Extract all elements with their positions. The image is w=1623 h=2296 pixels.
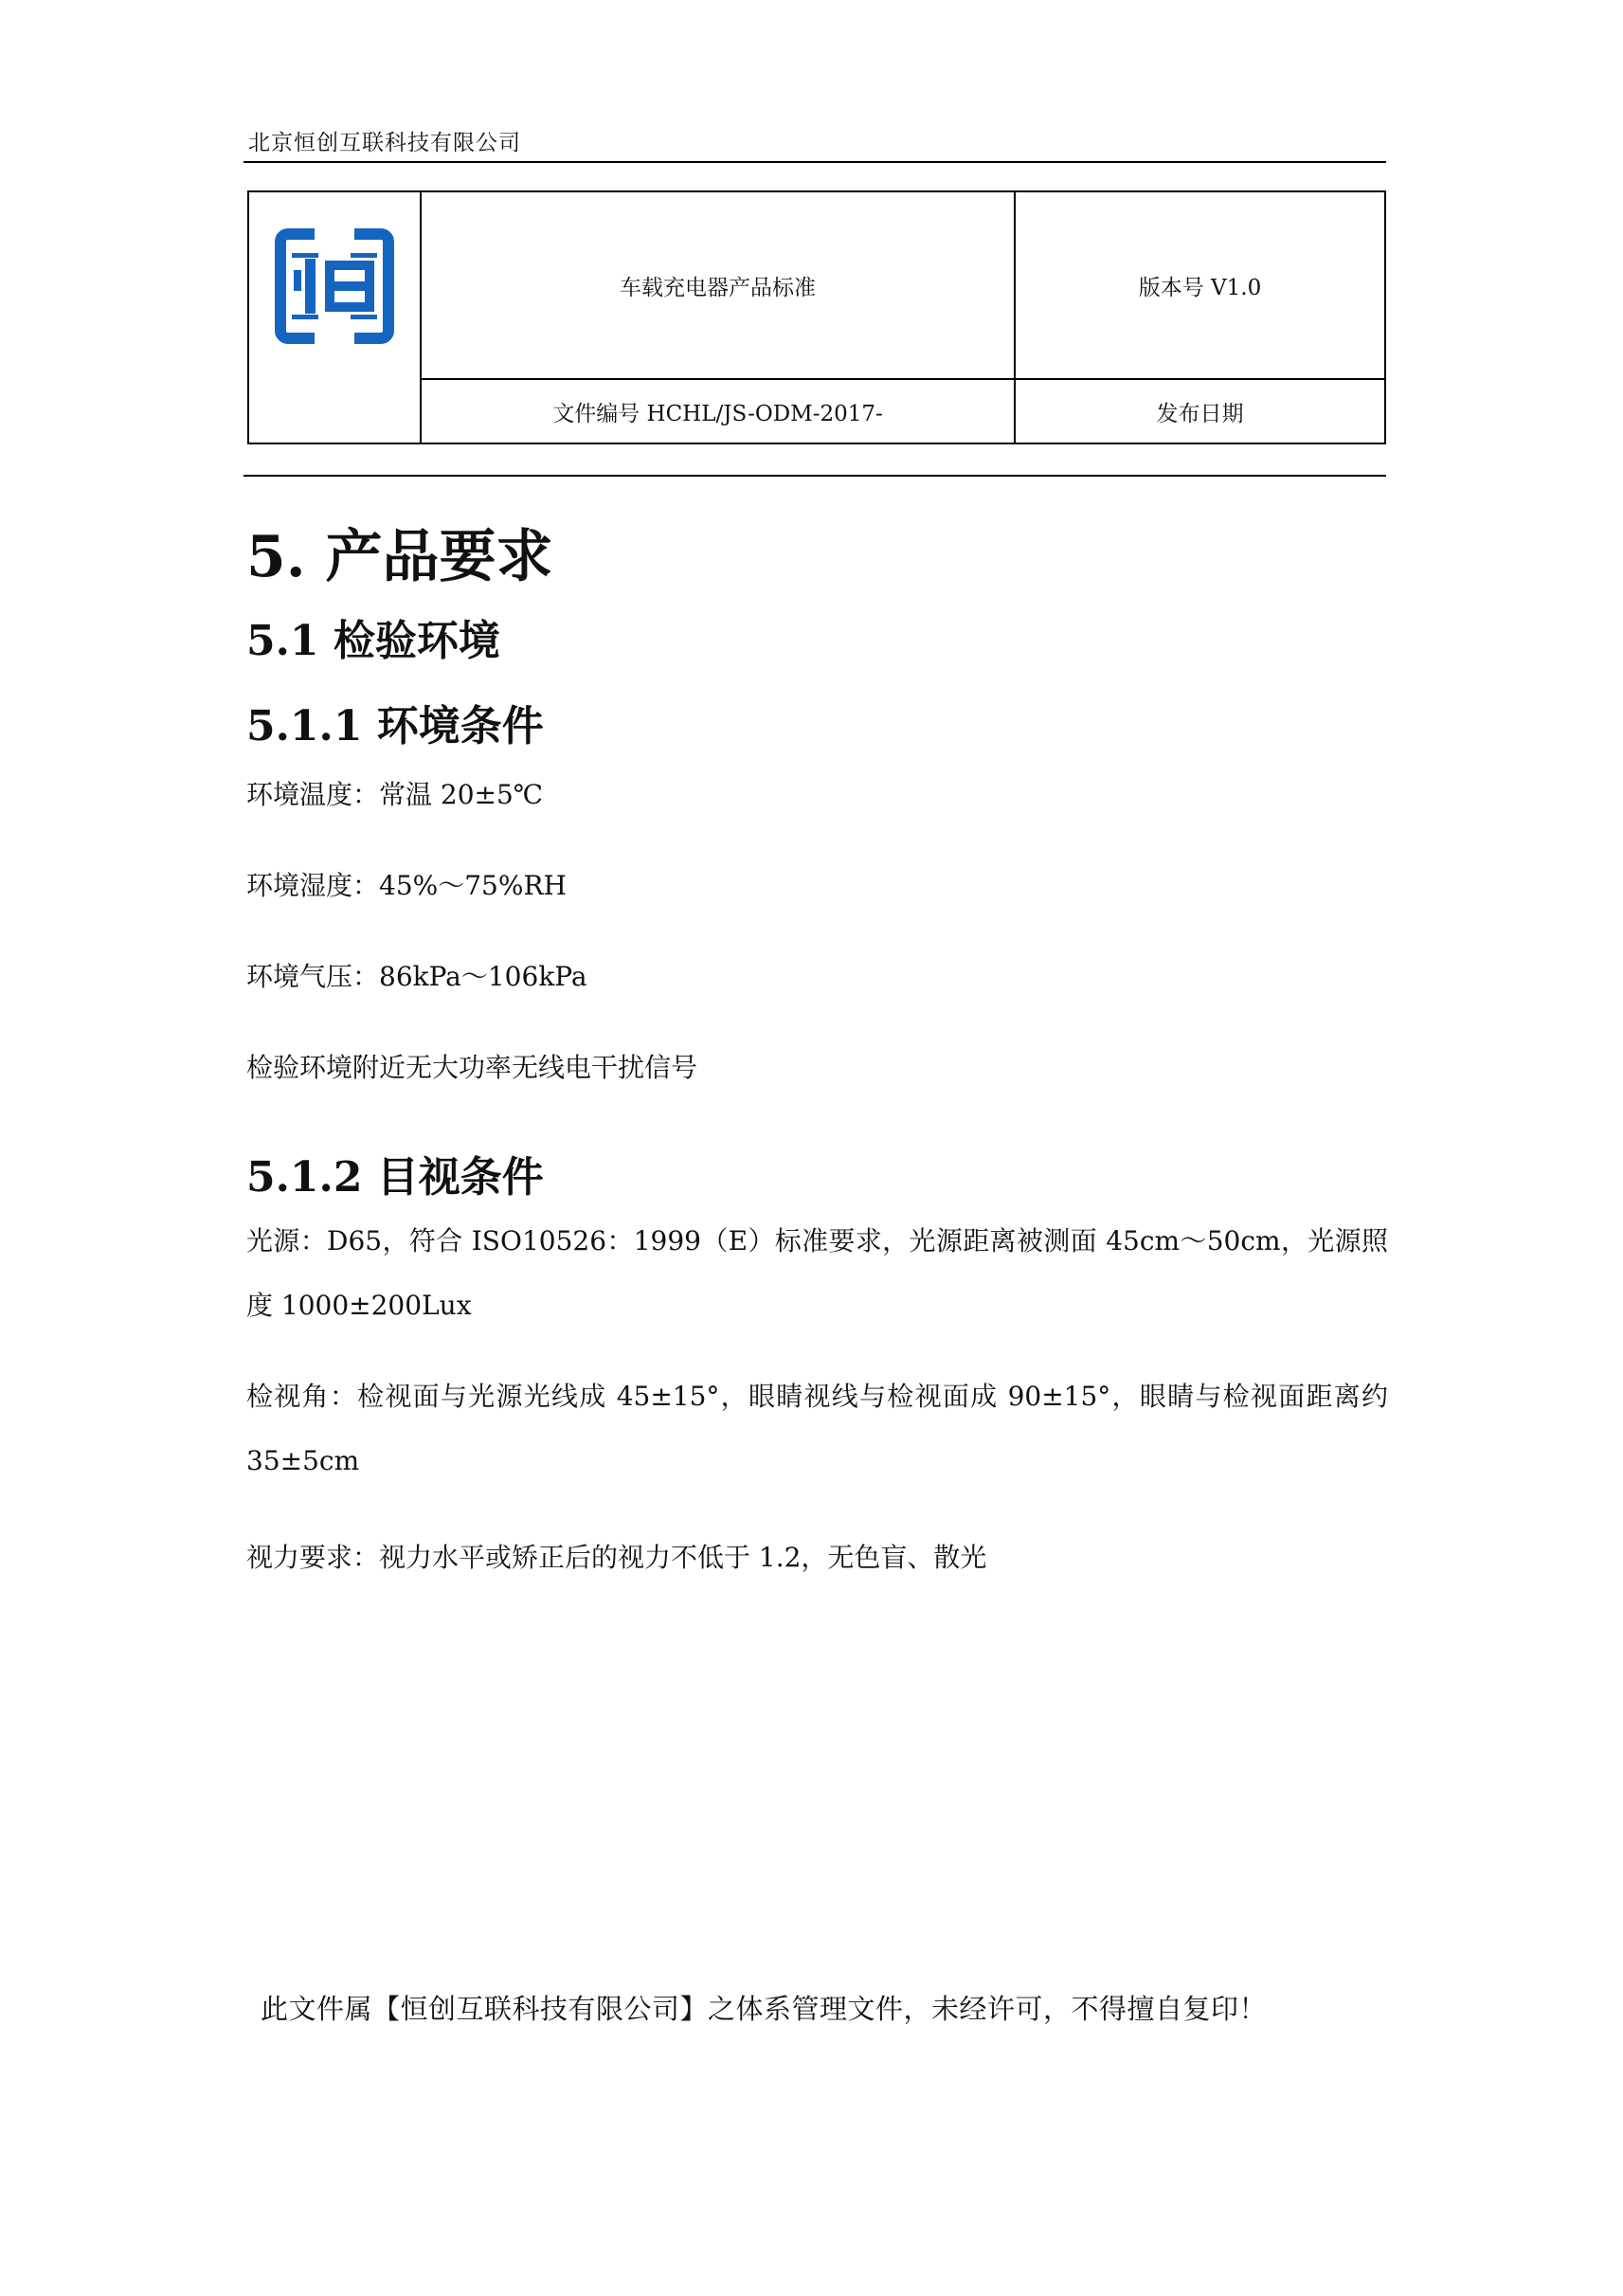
interference-requirement: 检验环境附近无大功率无线电干扰信号 bbox=[246, 1052, 698, 1083]
document-header-table bbox=[247, 190, 1386, 444]
ambient-pressure: 环境气压：86kPa～106kPa bbox=[246, 961, 587, 992]
section-heading-5-1-1: 5.1.1 环境条件 bbox=[246, 702, 544, 750]
section-heading-5-1: 5.1 检验环境 bbox=[246, 617, 500, 665]
ambient-temperature: 环境温度：常温 20±5℃ bbox=[246, 779, 544, 810]
section-heading-5-1-2: 5.1.2 目视条件 bbox=[246, 1153, 544, 1202]
copyright-notice: 此文件属【恒创互联科技有限公司】之体系管理文件，未经许可，不得擅自复印！ bbox=[261, 1993, 1268, 2025]
header-rule-top bbox=[243, 161, 1386, 163]
document-title: 车载充电器产品标准 bbox=[421, 191, 1015, 379]
heng-logo-icon bbox=[273, 226, 396, 346]
version-number: 版本号 V1.0 bbox=[1015, 191, 1385, 379]
logo-cell bbox=[248, 191, 421, 443]
ambient-humidity: 环境湿度：45%～75%RH bbox=[246, 870, 567, 901]
section-heading-5: 5. 产品要求 bbox=[246, 524, 553, 590]
publish-date-label: 发布日期 bbox=[1015, 379, 1385, 443]
company-name: 北京恒创互联科技有限公司 bbox=[248, 131, 521, 155]
viewing-angle-requirement: 检视角：检视面与光源光线成 45±15°，眼睛视线与检视面成 90±15°，眼睛与检视面距离约 35±5cm bbox=[246, 1381, 1388, 1476]
vision-requirement: 视力要求：视力水平或矫正后的视力不低于 1.2，无色盲、散光 bbox=[246, 1542, 987, 1573]
header-rule-bottom bbox=[243, 475, 1386, 477]
company-logo bbox=[273, 226, 396, 346]
light-source-requirement: 光源：D65，符合 ISO10526：1999（E）标准要求，光源距离被测面 45cm～50cm，光源照度 1000±200Lux bbox=[246, 1225, 1388, 1321]
document-number: 文件编号 HCHL/JS-ODM-2017- bbox=[421, 379, 1015, 443]
